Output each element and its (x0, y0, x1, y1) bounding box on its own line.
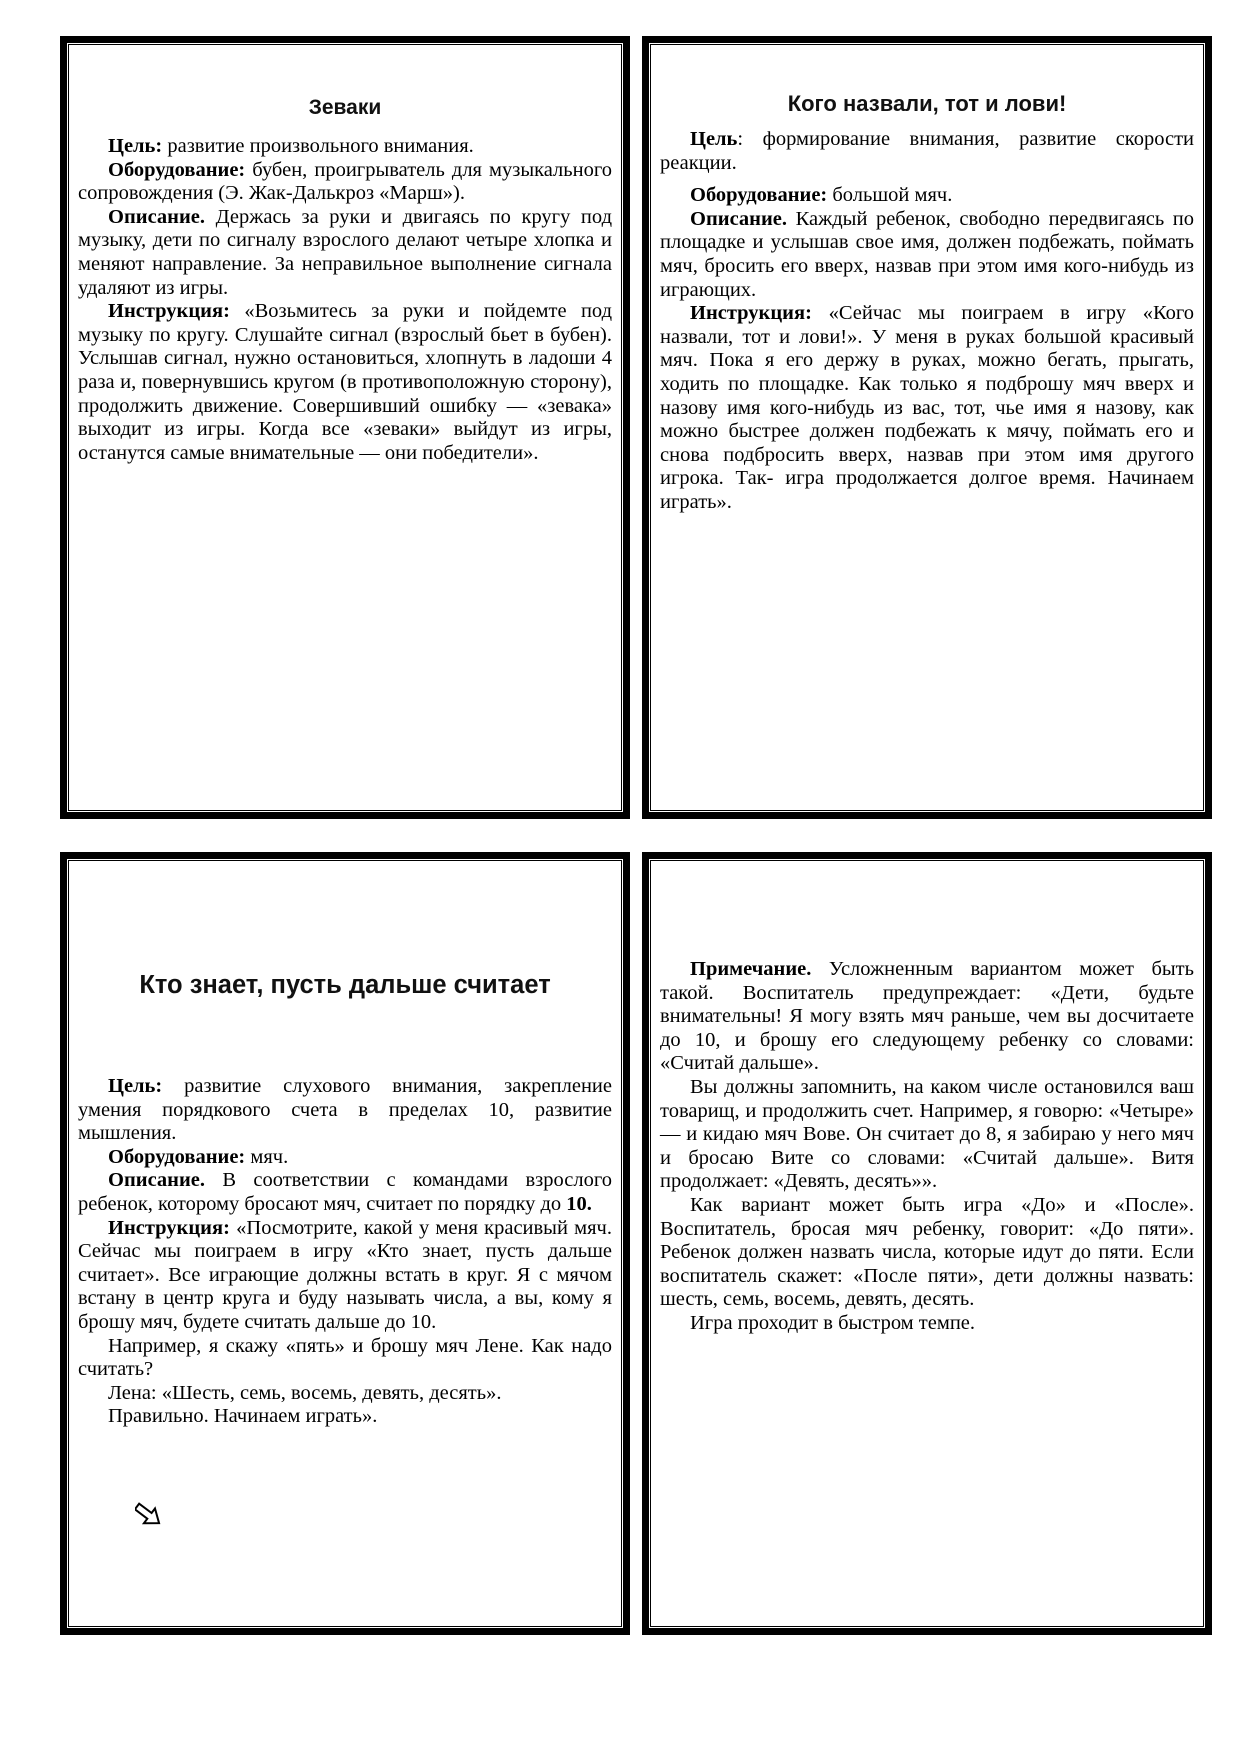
equipment-paragraph (78, 1146, 612, 1170)
goal-text: развитие произвольного внимания. (162, 135, 474, 157)
paragraph-2: Вы должны запомнить, на каком числе остановился ваш товарищ, и продолжить счет. Например, я говорю: «Четыре» — и кидаю мяч Вове. Он считает до 8, я забираю у него мяч и бросаю Вите со словами: «Считай дальше». Витя продолжает: «Девять, десять»». (660, 1075, 1194, 1193)
description-paragraph (78, 1169, 612, 1216)
goal-paragraph (660, 128, 1194, 175)
equipment-label: Оборудование: (690, 184, 828, 207)
equipment-text: бубен, проигрыватель для музыкального сопровождения (Э. Жак-Далькроз «Марш»). (78, 158, 612, 205)
paragraph-4: Игра проходит в быстром темпе. (690, 1311, 976, 1334)
card-body (660, 958, 1194, 1336)
arrow-icon (135, 1499, 169, 1533)
instruction-label: Инструкция: (690, 302, 812, 325)
description-paragraph (660, 208, 1194, 302)
instruction-label: Инструкция: (108, 300, 230, 323)
goal-paragraph (78, 1075, 612, 1146)
card-primechanie (642, 852, 1212, 1635)
description-label: Описание. (108, 1169, 206, 1192)
goal-label: Цель: (108, 135, 163, 157)
description-label: Описание. (108, 205, 206, 228)
note-label: Примечание. (690, 958, 812, 980)
note-paragraph (660, 958, 1194, 1076)
equipment-text: мяч. (245, 1145, 289, 1168)
note-text: Усложненным вариантом может быть такой. Воспитатель предупреждает: «Дети, будьте внимательны! Я могу взять мяч раньше, чем вы досчитаете до 10, и брошу его следующему ребенку со словами: «Считай дальше». (660, 958, 1194, 1075)
correct-paragraph: Правильно. Начинаем играть». (108, 1405, 378, 1428)
description-text: Держась за руки и двигаясь по кругу под музыку, дети по сигналу взрослого делают четыре хлопка и меняют направление. За неправильное выполнение сигнала удаляют из игры. (78, 205, 612, 299)
instruction-paragraph (660, 302, 1194, 514)
instruction-paragraph (78, 300, 612, 465)
equipment-label: Оборудование: (108, 158, 246, 181)
goal-label: Цель (690, 128, 738, 150)
card-title: Зеваки (308, 96, 382, 119)
equipment-label: Оборудование: (108, 1145, 246, 1168)
goal-text: развитие слухового внимания, закрепление умения порядкового счета в пределах 10, развитие мышления. (78, 1075, 612, 1145)
card-zevaki (60, 36, 630, 819)
instruction-text: «Посмотрите, какой у меня красивый мяч. Сейчас мы поиграем в игру «Кто знает, пусть дальше считает». Все играющие должны встать в круг. Я с мячом встану в центр круга и буду называть числа, а вы, кому я брошу мяч, будете считать дальше до 10. (78, 1216, 612, 1333)
instruction-text: «Возьмитесь за руки и пойдемте под музыку по кругу. Слушайте сигнал (взрослый бьет в бубен). Услышав сигнал, нужно остановиться, хлопнуть в ладоши 4 раза и, повернувшись кругом (в противоположную сторону), продолжить движение. Совершивший ошибку — «зевака» выходит из игры. Когда все «зеваки» выйдут из игры, останутся самые внимательные — они победители». (78, 300, 612, 464)
description-label: Описание. (690, 207, 788, 230)
instruction-paragraph (78, 1217, 612, 1335)
card-body (78, 135, 612, 465)
lena-paragraph: Лена: «Шесть, семь, восемь, девять, десять». (108, 1381, 502, 1404)
card-body (660, 128, 1194, 515)
goal-paragraph (78, 135, 612, 159)
goal-label: Цель: (108, 1075, 163, 1097)
description-text: Каждый ребенок, свободно передвигаясь по площадке и услышав свое имя, должен подбежать, поймать мяч, бросить его вверх, назвав при этом имя кого-нибудь из играющих. (660, 207, 1194, 301)
card-title: Кто знает, пусть дальше считает (139, 971, 551, 999)
card-kogo-nazvali (642, 36, 1212, 819)
description-number: 10. (566, 1192, 592, 1215)
equipment-paragraph (78, 159, 612, 206)
card-body (78, 1075, 612, 1429)
instruction-label: Инструкция: (108, 1216, 230, 1239)
card-title: Кого назвали, тот и лови! (787, 91, 1067, 116)
equipment-paragraph (660, 184, 1194, 208)
description-text: В соответствии с командами взрослого ребенок, которому бросают мяч, считает по порядку до (78, 1169, 612, 1215)
instruction-text: «Сейчас мы поиграем в игру «Кого назвали, тот и лови!». У меня в руках большой красивый мяч. Пока я его держу в руках, можно бегать, прыгать, ходить по площадке. Как только я подброшу мяч вверх и назову имя кого-нибудь из вас, тот, чье имя я назову, как можно быстрее должен подбежать к мячу, поймать его и снова подбросить вверх, назвав при этом имя другого игрока. Так- игра продолжается долгое время. Начинаем играть». (660, 302, 1194, 513)
paragraph-3: Как вариант может быть игра «До» и «После». Воспитатель, бросая мяч ребенку, говорит: «До пяти». Ребенок должен назвать числа, которые идут до пяти. Если воспитатель скажет: «После пяти», дети должны назвать: шесть, семь, восемь, девять, десять. (660, 1193, 1194, 1311)
description-paragraph (78, 206, 612, 300)
goal-text: : формирование внимания, развитие скорости реакции. (660, 128, 1194, 174)
example-paragraph: Например, я скажу «пять» и брошу мяч Лене. Как надо считать? (78, 1334, 612, 1381)
equipment-text: большой мяч. (827, 184, 953, 207)
card-kto-znaet (60, 852, 630, 1635)
